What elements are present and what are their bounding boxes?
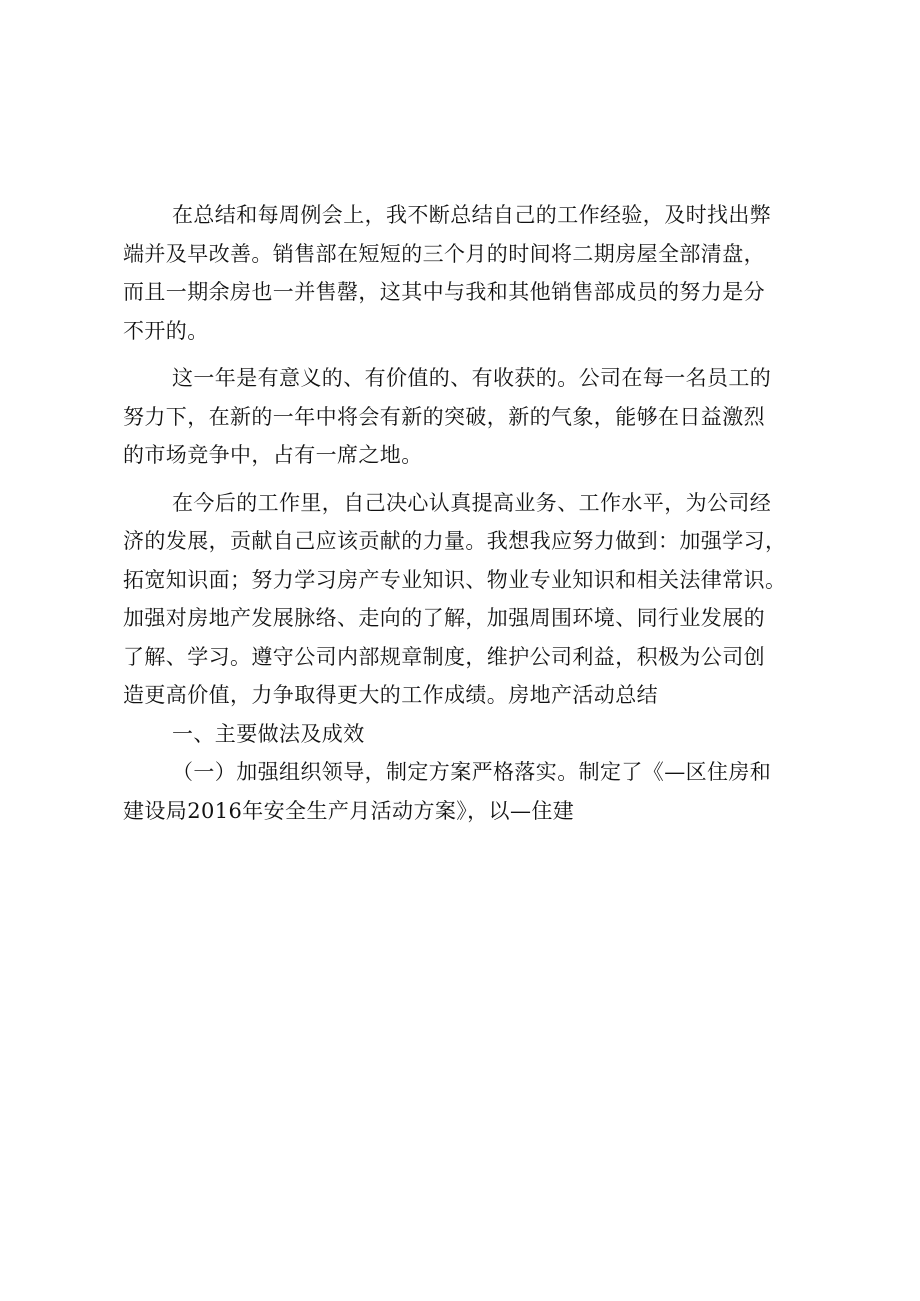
paragraph-future-plan [123,484,817,715]
paragraph-work-experience [123,196,817,350]
paragraph-spacer [123,475,817,484]
section-heading [123,715,817,754]
text-line: 济的发展，贡献自己应该贡献的力量。我想我应努力做到：加强学习， [123,529,787,553]
text-line: 不开的。 [123,318,209,343]
paragraph-spacer [123,350,817,359]
text-line: 拓宽知识面；努力学习房产专业知识、物业专业知识和相关法律常识。 [123,567,787,592]
text-line: 了解、学习。遵守公司内部规章制度，维护公司利益，积极为公司创 [123,644,765,669]
text-line: 的市场竞争中，占有一席之地。 [123,443,423,467]
heading-line: 一、主要做法及成效 [172,721,365,746]
text-line: 在今后的工作里，自己决心认真提高业务、工作水平，为公司经 [172,490,772,515]
text-line: 建设局2016年安全生产月活动方案》，以—住建 [123,798,575,823]
text-line: 在总结和每周例会上，我不断总结自己的工作经验，及时找出弊 [172,203,772,227]
paragraph-year-summary [123,359,817,475]
text-line: 造更高价值，力争取得更大的工作成绩。房地产活动总结 [123,683,658,707]
text-line: 这一年是有意义的、有价值的、有收获的。公司在每一名员工的 [172,366,772,390]
paragraph-organization [123,753,817,830]
text-line: 努力下，在新的一年中将会有新的突破，新的气象，能够在日益激烈 [123,404,765,429]
text-line: （一）加强组织领导，制定方案严格落实。制定了《—区住房和 [172,760,772,784]
text-line: 加强对房地产发展脉络、走向的了解，加强周围环境、同行业发展的 [123,606,765,630]
document-body [123,196,817,830]
text-line: 而且一期余房也一并售罄，这其中与我和其他销售部成员的努力是分 [123,280,765,304]
text-line: 端并及早改善。销售部在短短的三个月的时间将二期房屋全部清盘， [123,241,765,266]
